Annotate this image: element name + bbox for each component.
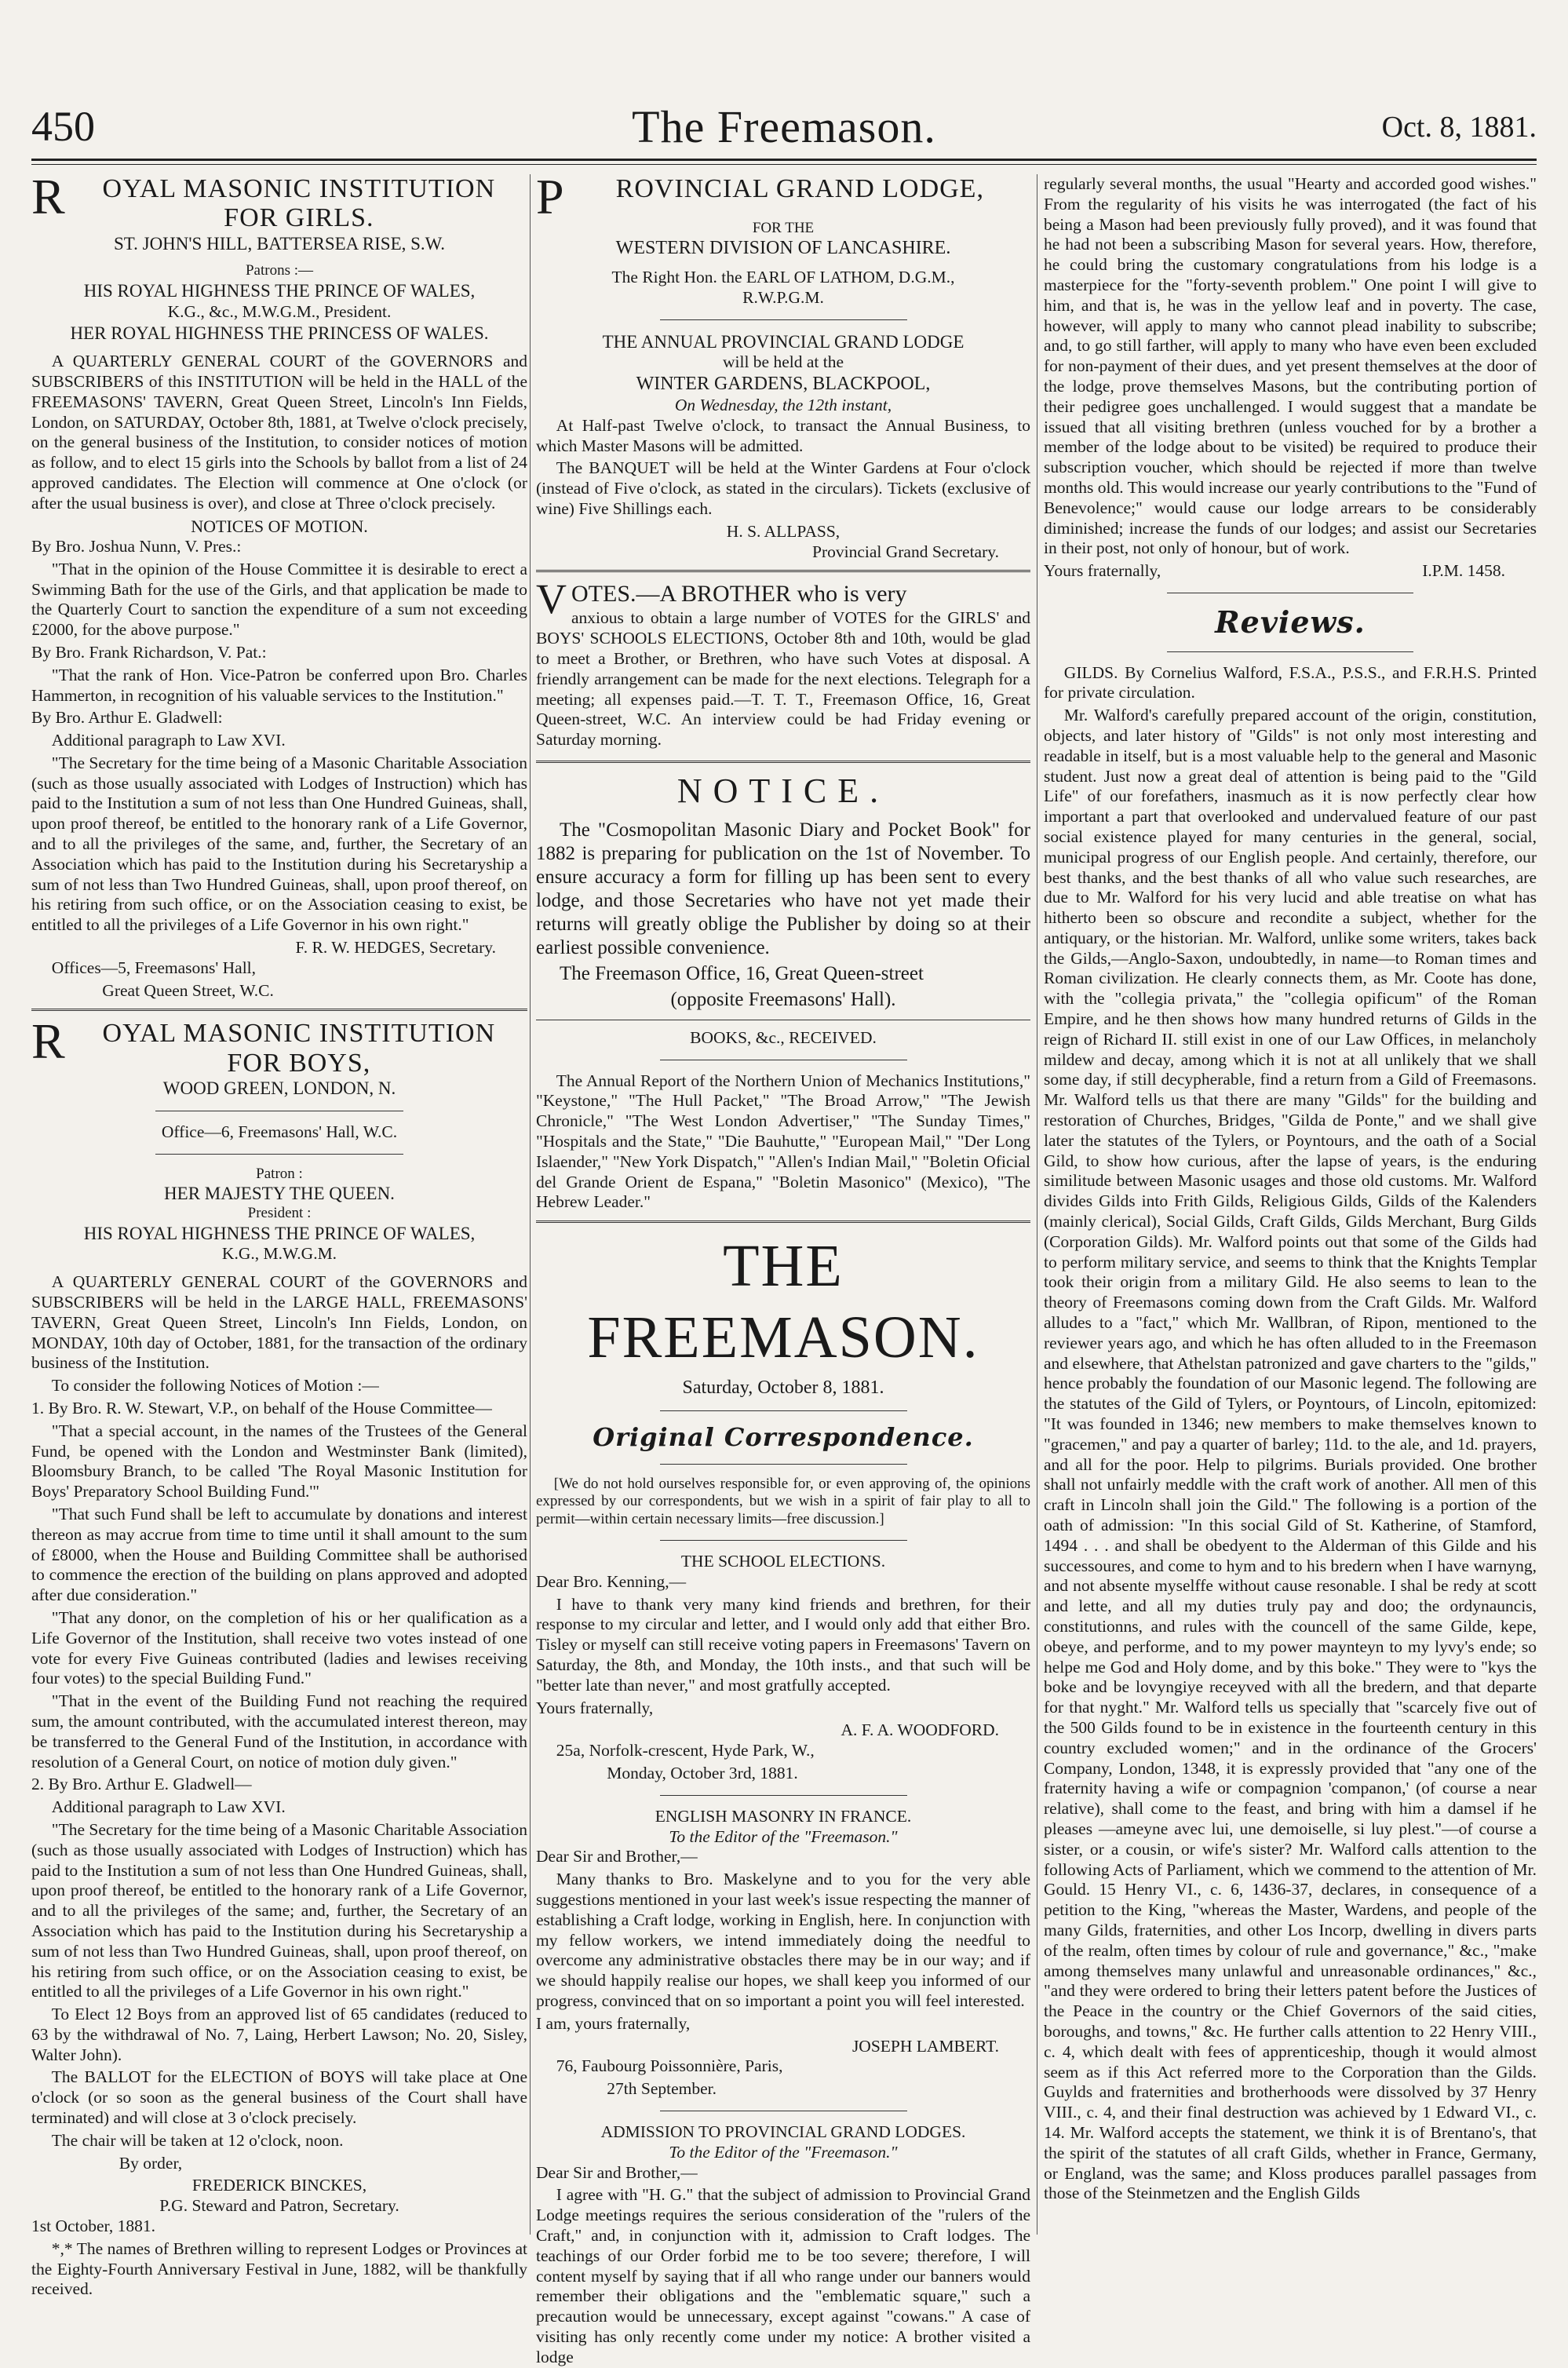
- boys-office: Office—6, Freemasons' Hall, W.C.: [161, 1122, 398, 1141]
- letter-school-elections: [536, 1552, 1030, 1784]
- pgl-signature: H. S. ALLPASS,: [726, 521, 841, 541]
- pgl-will-be: will be held at the: [722, 352, 844, 372]
- motion-note: Additional paragraph to Law XVI.: [51, 1797, 286, 1817]
- books-heading: BOOKS, &c., RECEIVED.: [690, 1027, 877, 1047]
- votes-heading: VOTES.—A BROTHER who is very: [536, 575, 907, 623]
- letter-continued: [1044, 174, 1537, 582]
- letter-to: To the Editor of the "Freemason.": [669, 1826, 898, 1846]
- patron-line: HER MAJESTY THE QUEEN.: [164, 1184, 395, 1204]
- boys-address: WOOD GREEN, LONDON, N.: [162, 1078, 396, 1099]
- disclaimer: [We do not hold ourselves responsible for, or even approving of, the opinions expressed by our correspondents, but we wish in a spirit of fair play to all to permit—within certain necessary limits—free discussion.]: [536, 1475, 1030, 1528]
- pgl-title: P ROVINCIAL GRAND LODGE,: [536, 169, 984, 224]
- letter-signature: JOSEPH LAMBERT.: [851, 2036, 999, 2056]
- votes-advert: [536, 575, 1030, 753]
- short-rule: [155, 1154, 403, 1155]
- patron-line: HIS ROYAL HIGHNESS THE PRINCE OF WALES,: [83, 281, 476, 301]
- letter-admission: [536, 2122, 1030, 2368]
- books-body: The Annual Report of the Northern Union of Mechanics Institutions," "Keystone," "The Hull Packet," "The Broad Arrow," "The Jewish Chronicle," "The West London Advertiser," "The Sunday Times," "Hospitals and the State," "Die Bauhutte," "European Mail," "Der Long Islaender," "New York Dispatch," "Allen's Indian Mail," "Boletin Oficial del Grande Orient de Espana," "Boletin Masonico" (Mexico), "The Hebrew Leader.": [536, 1071, 1030, 1212]
- motion-text: "That the rank of Hon. Vice-Patron be conferred upon Bro. Charles Hammerton, in recognition of his valuable services to the Institution.": [31, 665, 527, 705]
- patron-label: Patron :: [256, 1165, 303, 1182]
- newspaper-title: The Freemason.: [632, 101, 936, 152]
- masthead-rule: [31, 159, 1537, 165]
- secretary-signature: F. R. W. HEDGES, Secretary.: [295, 938, 496, 958]
- letter-date: Monday, October 3rd, 1881.: [607, 1764, 798, 1783]
- girls-title: R OYAL MASONIC INSTITUTION FOR GIRLS.: [31, 169, 496, 233]
- letter-address: 25a, Norfolk-crescent, Hyde Park, W.,: [556, 1741, 815, 1760]
- letter-english-masonry: [536, 1807, 1030, 2100]
- notices-heading: NOTICES OF MOTION.: [191, 516, 368, 536]
- girls-institution-advert: [31, 169, 527, 1001]
- motion-mover: 2. By Bro. Arthur E. Gladwell—: [31, 1775, 252, 1794]
- notice-opposite: (opposite Freemasons' Hall).: [670, 988, 896, 1010]
- issue-date: Oct. 8, 1881.: [1381, 111, 1537, 144]
- short-rule: [660, 1540, 907, 1541]
- provincial-grand-lodge-advert: [536, 169, 1030, 562]
- masthead: [31, 0, 1537, 157]
- short-rule: [660, 1795, 907, 1796]
- motion-note: Additional paragraph to Law XVI.: [51, 731, 286, 750]
- motion-mover: By Bro. Arthur E. Gladwell:: [31, 708, 223, 728]
- reviews-heading: Reviews.: [1215, 604, 1366, 640]
- motion-mover: By Bro. Joshua Nunn, V. Pres.:: [31, 536, 242, 556]
- motion-text: "That in the event of the Building Fund not reaching the required sum, the amount contributed, with the accumulated interest thereon, may be transferred to the General Fund of the Institution, in accordance with resolution of a General Court, on notice of motion duly given.": [31, 1691, 527, 1771]
- section-rule: [536, 761, 1030, 763]
- short-rule: [660, 319, 907, 320]
- letter-salutation: Dear Sir and Brother,—: [536, 1847, 698, 1866]
- pgl-division: WESTERN DIVISION OF LANCASHIRE.: [615, 238, 951, 259]
- secretary-name: FREDERICK BINCKES,: [191, 2176, 367, 2195]
- notice-heading: NOTICE.: [676, 771, 890, 810]
- pgl-body: At Half-past Twelve o'clock, to transact the Annual Business, to which Master Masons will be admitted.: [536, 415, 1030, 455]
- letter-date: 27th September.: [607, 2079, 717, 2099]
- boys-institution-advert: [31, 1013, 527, 2300]
- ballot-line: The BALLOT for the ELECTION of BOYS will take place at One o'clock (or so soon as the general business of the Court shall have terminated) and will close at 3 o'clock precisely.: [31, 2067, 527, 2128]
- pgl-when: On Wednesday, the 12th instant,: [674, 395, 892, 414]
- pgl-venue: WINTER GARDENS, BLACKPOOL,: [636, 374, 931, 395]
- column-divider: [530, 174, 531, 2235]
- girls-court-notice: A QUARTERLY GENERAL COURT of the GOVERNORS and SUBSCRIBERS of this INSTITUTION will be held in the HALL of the FREEMASONS' TAVERN, Great Queen Street, Lincoln's Inn Fields, London, on SATURDAY, October 8th, 1881, at Twelve o'clock precisely, on the general business of the Institution, to consider notices of motion as follow, and to elect 15 girls into the Schools by ballot from a list of 24 approved candidates. The Election will commence at One o'clock (or after the usual business is over), and close at Three o'clock precisely.: [31, 352, 527, 513]
- section-rule: [31, 1009, 527, 1011]
- reviews-section: [1044, 604, 1537, 2204]
- letter-close: Yours fraternally,: [536, 1698, 654, 1717]
- letter-signature: I.P.M. 1458.: [1422, 561, 1505, 581]
- votes-body: anxious to obtain a large number of VOTES for the GIRLS' and BOYS' SCHOOLS ELECTIONS, October 8th and 10th, would be glad to meet a Brother, or Brethren, who have such Votes at disposal. A friendly arrangement can be made for the next elections. Telegraph for a meeting; all expenses paid.—T. T. T., Freemason Office, 16, Great Queen-street, W.C. An interview could be had Friday evening or Saturday morning.: [536, 608, 1030, 750]
- short-rule: [660, 1464, 907, 1465]
- letter-salutation: Dear Bro. Kenning,—: [536, 1571, 687, 1591]
- pgl-earl: The Right Hon. the EARL OF LATHOM, D.G.M.,: [611, 268, 955, 287]
- notice-section: [536, 771, 1030, 1012]
- consider-line: To consider the following Notices of Motion :—: [51, 1376, 379, 1396]
- letter-body: I agree with "H. G." that the subject of admission to Provincial Grand Lodge meetings requires the serious consideration of the "rulers of the Craft," and, in conjunction with it, admission to Craft lodges. The teachings of our Order forbid me to be too severe; therefore, I will content myself by saying that if all who range under our banners would remember their obligations and the "emblematic square," such a precaution would be unnecessary, except against "cowans." A case of visiting has only recently come under my notice: A brother visited a lodge: [536, 2185, 1030, 2366]
- letter-close: Yours fraternally,: [1044, 561, 1161, 581]
- letter-salutation: Dear Sir and Brother,—: [536, 2162, 698, 2182]
- chair-line: The chair will be taken at 12 o'clock, noon.: [51, 2130, 344, 2150]
- motion-text: "That any donor, on the completion of his or her qualification as a Life Governor of the Institution, shall receive two votes instead of one vote for every Five Guineas contributed (ladies and lewises receiving four votes) to the special Building Fund.": [31, 1607, 527, 1688]
- pgl-earl: R.W.P.G.M.: [742, 287, 824, 307]
- column-3: [1044, 174, 1537, 2235]
- pgl-banquet: The BANQUET will be held at the Winter Gardens at Four o'clock (instead of Five o'clock, as stated in the circulars). Tickets (exclusive of wine) Five Shillings each.: [536, 458, 1030, 518]
- footnote: *,* The names of Brethren willing to represent Lodges or Provinces at the Eighty-Fourth Anniversary Festival in June, 1882, will be thankfully received.: [31, 2238, 527, 2299]
- notice-office: The Freemason Office, 16, Great Queen-street: [560, 962, 924, 984]
- short-rule: [1167, 651, 1413, 652]
- freemason-heading: THE FREEMASON.: [587, 1233, 979, 1371]
- letter-address: 76, Faubourg Poissonnière, Paris,: [556, 2056, 783, 2076]
- letter-body: I have to thank very many kind friends and brethren, for their response to my circular and letter, and I would only add that either Bro. Tisley or myself can still receive voting papers in Freemasons' Tavern on Saturday, the 8th, and Monday, the 10th insts., and that such will be "better late than never," and most gratfully accepted.: [536, 1594, 1030, 1695]
- freemason-editorial-head: [536, 1231, 1030, 1529]
- notice-body: The "Cosmopolitan Masonic Diary and Pocket Book" for 1882 is preparing for publication on the 1st of November. To ensure accuracy a form for filling up has been sent to every lodge, and those Secretaries who have not yet made their returns will greatly oblige the Publisher by doing so at their earliest possible convenience.: [536, 819, 1030, 958]
- page-number: 450: [31, 103, 95, 150]
- pgl-secretary: Provincial Grand Secretary.: [811, 542, 999, 561]
- president-label: President :: [247, 1205, 312, 1222]
- motion-text: "That a special account, in the names of the Trustees of the General Fund, be opened with the London and Westminster Bank (limited), Bloomsbury Branch, to be called 'The Royal Masonic Institution for Boys' Preparatory School Building Fund.'": [31, 1421, 527, 1501]
- letter-to: To the Editor of the "Freemason.": [669, 2142, 898, 2162]
- patrons-label: Patrons :—: [245, 262, 314, 279]
- president-line: HIS ROYAL HIGHNESS THE PRINCE OF WALES,: [83, 1223, 476, 1243]
- secretary-title: P.G. Steward and Patron, Secretary.: [159, 2196, 399, 2216]
- section-rule: [536, 1220, 1030, 1223]
- letter-signature: A. F. A. WOODFORD.: [841, 1720, 999, 1740]
- review-title: GILDS. By Cornelius Walford, F.S.A., P.S.S., and F.R.H.S. Printed for private circulation.: [1044, 662, 1537, 702]
- letter-body: Many thanks to Bro. Maskelyne and to you for the very able suggestions mentioned in your last week's issue respecting the manner of establishing a Craft lodge, working in English, here. In conjunction with my fellow workers, we intend immediately doing the needful to overcome any administrative obstacles there may be in our way; and if we should happily realise our hopes, we shall keep you informed of our progress, convinced that on so important a point you will feel interested.: [536, 1870, 1030, 2010]
- motion-text: "The Secretary for the time being of a Masonic Charitable Association (such as those usually associated with Lodges of Instruction) which has paid to the Institution a sum of not less than One Hundred Guineas, shall, upon proof thereof, be entitled to the honorary rank of a Life Governor, and to all the privileges of the same, and, further, the Secretary of an Association which has paid to the Institution during his Secretaryship a sum of not less than Two Hundred Guineas, shall, upon proof thereof, on his retiring from such office, or on the Association ceasing to exist, be entitled to all the privileges of a Life Governor in his own right.": [31, 753, 527, 935]
- column-2: [536, 169, 1030, 2366]
- freemason-date: Saturday, October 8, 1881.: [682, 1377, 884, 1399]
- by-order: By order,: [119, 2153, 183, 2173]
- boys-title: R OYAL MASONIC INSTITUTION FOR BOYS,: [31, 1013, 496, 1078]
- election-line: To Elect 12 Boys from an approved list of 65 candidates (reduced to 63 by the withdrawal of No. 7, Laing, Herbert Lawson; No. 20, Sisley, Walter John).: [31, 2005, 527, 2064]
- patron-line: K.G., &c., M.W.G.M., President.: [167, 301, 392, 321]
- short-rule: [660, 1410, 907, 1411]
- notice-date: 1st October, 1881.: [31, 2217, 155, 2236]
- president-line: K.G., M.W.G.M.: [221, 1244, 337, 1264]
- patron-line: HER ROYAL HIGHNESS THE PRINCESS OF WALES.: [70, 323, 489, 343]
- pgl-annual: THE ANNUAL PROVINCIAL GRAND LODGE: [602, 331, 965, 352]
- boys-court-notice: A QUARTERLY GENERAL COURT of the GOVERNORS and SUBSCRIBERS will be held in the LARGE HALL, FREEMASONS' TAVERN, Great Queen Street, Lincoln's Inn Fields, London, on MONDAY, 10th day of October, 1881, for the transaction of the ordinary business of the Institution.: [31, 1272, 527, 1373]
- pgl-for-the: FOR THE: [752, 219, 815, 236]
- review-body: Mr. Walford's carefully prepared account of the origin, constitution, objects, and later history of "Gilds" is not only most interesting and readable in itself, but is a most valuable help to the general and Masonic student. Just now a great deal of attention is being paid to the "Gild Life" of our forefathers, inasmuch as it is now perfectly clear how important a part that overlooked and undervalued feature of our past social existence played for many centuries in the general, social, municipal progress of our English people. And certainly, therefore, our best thanks, and the best thanks of all who value such researches, are due to Mr. Walford for his very lucid and able treatise on what has hitherto been so obscure and recondite a subject, whether for the antiquary, or the historian. Mr. Walford, unlike some writers, takes back the Gilds,—Anglo-Saxon, undoubtedly, in name—to Roman times and Roman civilization. He clearly connects them, as Mr. Coote has done, with the "collegia privata," the "collegia opificum" of the Roman Empire, and he then shows how many hundred returns of Gilds in the reign of Richard II. still exist in one of our Law Offices, in melancholy mildew and decay, among which it is not at all unlikely that we shall some day, if still decypherable, find a return from a Gild of Freemasons. Mr. Walford tells us that there are many "Gilds" for the building and restoration of Churches, Bridges, "Gilda de Ponte," and we shall give later the statutes of the Tylers, or Poyntours, and the oath of a Social Gild, to show how curious, after the lapse of years, is the enduring similitude between Masonic usages and those old customs. Mr. Walford divides Gilds into Frith Gilds, Religious Gilds, Gilds of the Kalenders (mainly clerical), Social Gilds, Craft Gilds, Gilds Merchant, Burg Gilds (Corporation Gilds). Mr. Walford points out that some of the Gilds had to perform military service, and seems to think that the Knights Templar took their origin from a military Gild. He also seems to lean to the theory of Freemasons coming down from the Craft Gilds. Mr. Walford alludes to a "fact," which Mr. Wallbran, of Ripon, mentioned to the reviewer years ago, and which he has often alluded to in the Freemason and elsewhere, that Athelstan patronized and gave charters to the "gilds," hence probably the foundation of our Masonic legend. The following are the statutes of the Gild of Tylers, or Poyntours, of Lincoln, epitomized: "It was founded in 1346; new members to make themselves known to "gracemen," and pay a quarter of barley; 11d. to the ale, and 1d. prayers, and all for the poor. Help to pilgrims. Burials provided. One brother shall not unfairly meddle with the craft work of another. All men of this craft in Lincoln shall join the Gild." The following is a portion of the oath of admission: "In this social Gild of St. Katherine, of Stamford, 1494 . . . and shall be obedyent to the Alderman of this Gilde and his successoures, and come to hym and to his bredern when I have warnyng, and not absente myselffe without cause resonable. I shal be redy at scott and lette, and all my duties truly pay and doo; the ordynauncis, constitutionns, and rules with the councell of the same Gilde, kepe, obeye, and performe, and to my power maynteyn to my lyvy's ende; so helpe me God and Holy dome, and by this boke." They were to "kys the boke and be lovyngiye receyved with all the bredern, and that departe for that nyght." Mr. Walford tells us specially that "scarcely five out of the 500 Gilds found to be in existence in the fourteenth century in this country excluded women;" and in the ordinance of the Grocers' Company, London, 1348, it is expressly provided that "any one of the fraternity having a wife or compagnion 'companon,' (of course a near relative), shall come to the feast, and bring with him a damsel if he pleases —ameyne avec lui, une demoiselle, si luy plest."—of course a sister, or a cousin, or wife's sister? Mr. Walford calls attention to the following Acts of Parliament, which we commend to the attention of Mr. Gould. 15 Henry VI., c. 6, 1436-37, declares, in consequence of a petition to the King, "whereas the Master, Wardens, and people of the many Gilds, fraternities, and other Los Incorp, dwelling in divers parts of the realm, often times by colour of rule and governance," &c., "make among themselves many unlawful and unreasonable ordinances," &c., "and they were ordered to bring their letters patent before the Justices of the Peace in the country or the Chief Governors of the said cities, boroughs, and towns," &c. He further calls attention to 22 Henry VIII., c. 4, which dealt with fees of apprenticeship, though it would almost seem as if this Act referred more to the Corporation than the Gilds. Guylds and fraternities and brotherhoods were dissolved by 37 Henry VIII., c. 4, and their final destruction was achieved by 1 Edward VI., c. 14. Mr. Walford accepts the statement, we think it is of Brentano's, that the spirit of the statutes of all craft Gilds, whether in France, Germany, or England, was the same; and Kloss produces parallel passages from those of the Steinmetzen and the English Gilds: [1044, 706, 1537, 2203]
- books-received: [536, 1028, 1030, 1213]
- motion-text: "That such Fund shall be left to accumulate by donations and interest thereon as may accrue from time to time until it shall amount to the sum of £8000, when the House and Building Committee shall be authorised to commence the erection of the building on plans approved and adopted after due consideration.": [31, 1504, 527, 1605]
- letter-heading: ADMISSION TO PROVINCIAL GRAND LODGES.: [600, 2122, 966, 2141]
- letter-close-line: [1044, 561, 1537, 582]
- letter-close: I am, yours fraternally,: [536, 2013, 691, 2033]
- letter-body: regularly several months, the usual "Hearty and accorded good wishes." From the regularity of his visits he was interrogated (the fact of his being a Mason had been previously fully proved), and it was found that he had not been a subscribing Mason for several years. How, therefore, he could bring the customary congratulations from his lodge is a masterpiece for the "forty-seventh problem." One point I will give to him, and that is, he was in the yellow leaf and in poverty. The case, however, will apply to many who cannot plead inability to subscribe; and, to go still farther, will apply to many who have even been excluded for non-payment of their dues, and yet present themselves at the door of the lodge, prove themselves Masons, but the contributing portion of their pedigree goes unchallenged. I would suggest that a mandate be issued that all visiting brethren (unless vouched for by a brother a member of the lodge about to be visited) be required to produce their subscription voucher, which should be rejected if more than twelve months old. This would increase our yearly contributions to the "Fund of Benevolence;" would cause our lodge arrears to be considerably diminished; increase the funds of our lodges; and assist our Secretaries in their post, not only of honour, but of work.: [1044, 174, 1537, 558]
- motion-text: "The Secretary for the time being of a Masonic Charitable Association (such as those usually associated with Lodges of Instruction) which has paid to the Institution a sum of not less than One Hundred Guineas, shall, upon proof thereof, be entitled to the honorary rank of a Life Governor, and to all the privileges of the same; and, further, the Secretary of an Association which has paid to the Institution during his Secretaryship a sum of not less than Two Hundred Guineas, shall, upon proof thereof, on his retiring from such office, or on the Association ceasing to exist, be entitled to all the privileges of a Life Governor in his own right.": [31, 1819, 527, 2001]
- motion-mover: By Bro. Frank Richardson, V. Pat.:: [31, 642, 267, 662]
- motion-text: "That in the opinion of the House Committee it is desirable to erect a Swimming Bath for the use of the Girls, and that application be made to the Quarterly Court to sanction the expenditure of a sum not exceeding £2000, for the above purpose.": [31, 559, 527, 640]
- letter-heading: THE SCHOOL ELECTIONS.: [680, 1552, 886, 1571]
- motion-mover: 1. By Bro. R. W. Stewart, V.P., on behalf of the House Committee—: [31, 1398, 492, 1418]
- section-rule: [536, 570, 1030, 572]
- girls-address: ST. JOHN'S HILL, BATTERSEA RISE, S.W.: [113, 233, 446, 254]
- offices-line: Offices—5, Freemasons' Hall,: [51, 958, 257, 977]
- column-1: [31, 169, 527, 2299]
- correspondence-heading: Original Correspondence.: [593, 1422, 974, 1453]
- offices-line: Great Queen Street, W.C.: [102, 980, 274, 1000]
- letter-heading: ENGLISH MASONRY IN FRANCE.: [655, 1806, 912, 1826]
